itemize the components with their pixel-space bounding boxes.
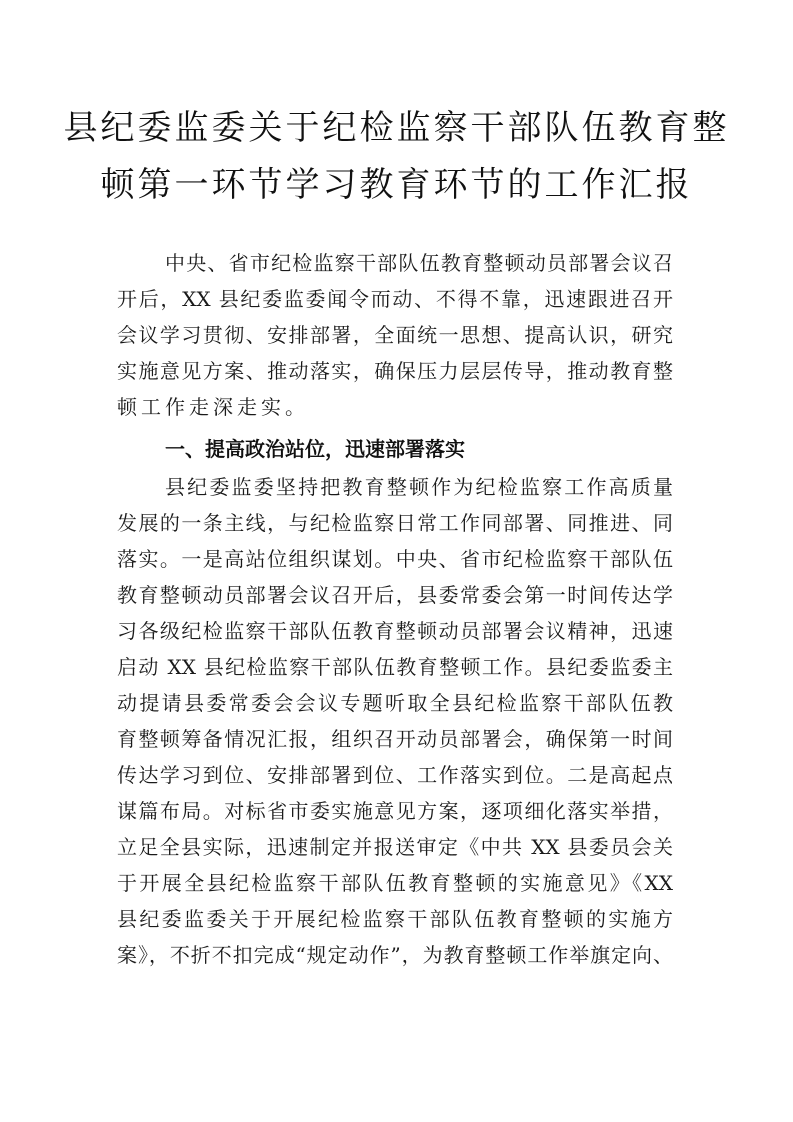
section-1-line-5: 习各级纪检监察干部队伍教育整顿动员部署会议精神，迅速 [117,619,673,643]
intro-line-4: 实施意见方案、推动落实，确保压力层层传导，推动教育整 [117,359,673,383]
section-1-line-14: 案》，不折不扣完成“规定动作”，为教育整顿工作举旗定向、 [117,943,673,967]
document-title-line-2: 顿第一环节学习教育环节的工作汇报 [100,165,693,205]
section-1-line-12: 于开展全县纪检监察干部队伍教育整顿的实施意见》《XX [117,871,673,895]
intro-line-3: 会议学习贯彻、安排部署，全面统一思想、提高认识，研究 [117,323,673,347]
section-1-line-3: 落实。一是高站位组织谋划。中央、省市纪检监察干部队伍 [117,547,673,571]
section-1-line-6: 启动 XX 县纪检监察干部队伍教育整顿工作。县纪委监委主 [117,655,673,679]
section-1-line-11: 立足全县实际，迅速制定并报送审定《中共 XX 县委员会关 [117,835,673,859]
section-1-line-9: 传达学习到位、安排部署到位、工作落实到位。二是高起点 [117,763,673,787]
section-1-line-13: 县纪委监委关于开展纪检监察干部队伍教育整顿的实施方 [117,907,673,931]
section-1-heading: 一、提高政治站位，迅速部署落实 [165,437,465,461]
intro-line-5: 顿工作走深走实。 [117,395,309,419]
section-1-line-7: 动提请县委常委会会议专题听取全县纪检监察干部队伍教 [117,691,673,715]
section-1-line-10: 谋篇布局。对标省市委实施意见方案，逐项细化落实举措， [117,799,673,823]
section-1-line-8: 育整顿筹备情况汇报，组织召开动员部署会，确保第一时间 [117,727,673,751]
intro-line-2: 开后，XX 县纪委监委闻令而动、不得不靠，迅速跟进召开 [117,287,673,311]
intro-line-1: 中央、省市纪检监察干部队伍教育整顿动员部署会议召 [165,251,673,275]
section-1-line-4: 教育整顿动员部署会议召开后，县委常委会第一时间传达学 [117,583,673,607]
section-1-line-1: 县纪委监委坚持把教育整顿作为纪检监察工作高质量 [165,475,673,499]
section-1-line-2: 发展的一条主线，与纪检监察日常工作同部署、同推进、同 [117,511,673,535]
document-title-line-1: 县纪委监委关于纪检监察干部队伍教育整 [63,108,730,148]
